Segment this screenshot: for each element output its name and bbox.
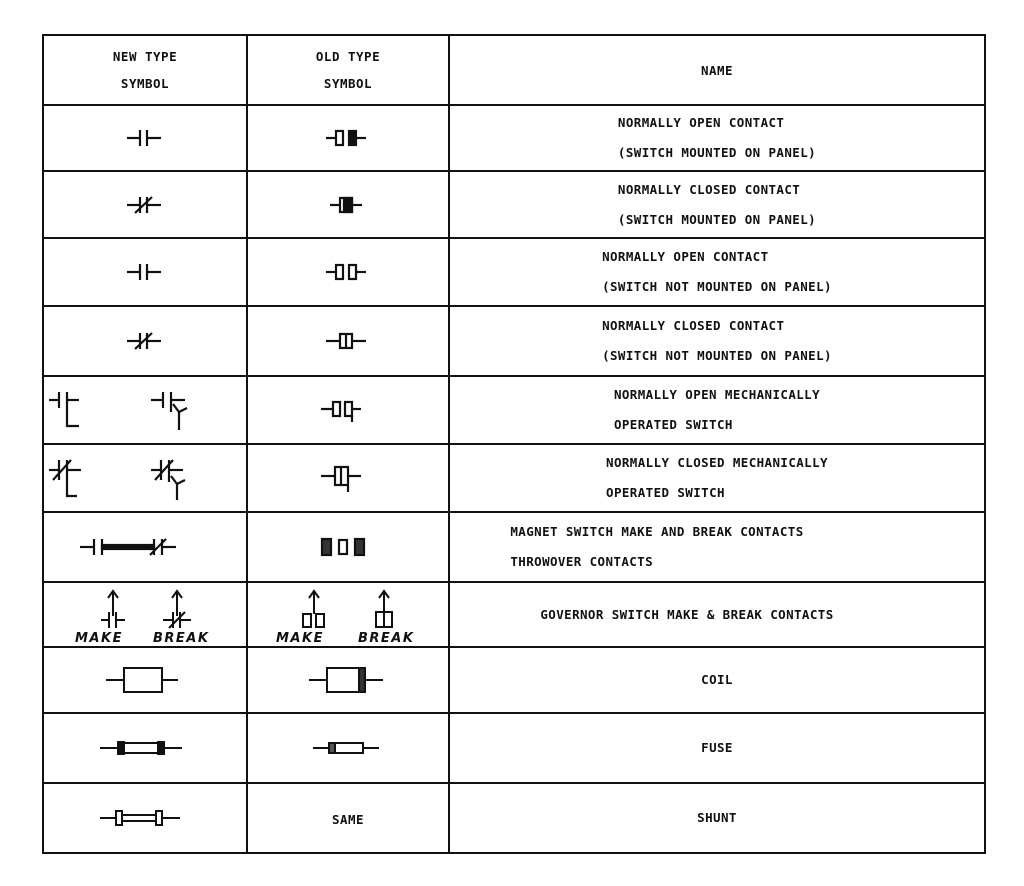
no-mech-switch-symbol — [45, 382, 245, 438]
old-symbol-no-contact-remote — [247, 238, 449, 306]
table-header-row — [43, 35, 985, 105]
table-row — [43, 444, 985, 512]
old-throwover-symbol — [308, 535, 388, 559]
name-line1: MAGNET SWITCH MAKE AND BREAK CONTACTS — [510, 524, 804, 539]
old-fuse-symbol — [293, 736, 403, 760]
header-new-type-line1: NEW TYPE — [112, 49, 178, 64]
name-line2: (SWITCH MOUNTED ON PANEL) — [617, 211, 817, 227]
old-no-contact-remote-symbol — [308, 260, 388, 284]
name-cell — [449, 582, 985, 647]
coil-symbol — [90, 663, 200, 697]
name-cell — [449, 238, 985, 306]
name-line1: SHUNT — [697, 810, 737, 825]
new-symbol-nc-contact-remote — [43, 306, 247, 376]
make-label: MAKE — [276, 630, 324, 646]
old-nc-contact-remote-symbol — [308, 329, 388, 353]
old-nc-mech-switch-symbol — [303, 461, 393, 495]
name-line1: NORMALLY CLOSED CONTACT — [602, 318, 785, 333]
name-cell — [449, 713, 985, 783]
header-name: NAME — [449, 35, 985, 105]
header-old-type-symbol — [247, 35, 449, 105]
name-cell — [449, 105, 985, 171]
new-symbol-no-contact-panel — [43, 105, 247, 171]
name-line1: NORMALLY OPEN CONTACT — [617, 115, 785, 130]
no-contact-symbol — [115, 260, 175, 284]
nc-mech-switch-symbol — [45, 450, 245, 506]
no-contact-symbol — [115, 126, 175, 150]
name-line2: THROWOVER CONTACTS — [510, 554, 654, 569]
old-no-contact-panel-symbol — [308, 126, 388, 150]
header-old-type-line1: OLD TYPE — [315, 49, 381, 64]
table-row — [43, 376, 985, 444]
name-cell — [449, 783, 985, 853]
new-symbol-shunt — [43, 783, 247, 853]
symbol-table-grid — [42, 34, 986, 854]
table-row — [43, 238, 985, 306]
new-symbol-nc-contact-panel — [43, 171, 247, 238]
name-line1: COIL — [701, 672, 733, 687]
new-symbol-nc-mech-switch — [43, 444, 247, 512]
nc-contact-symbol — [115, 193, 175, 217]
name-line1: GOVERNOR SWITCH MAKE & BREAK CONTACTS — [540, 606, 834, 622]
new-symbol-fuse — [43, 713, 247, 783]
old-nc-contact-panel-symbol — [308, 193, 388, 217]
old-symbol-shunt — [247, 783, 449, 853]
name-line2: (SWITCH NOT MOUNTED ON PANEL) — [602, 279, 832, 294]
name-line1: NORMALLY OPEN MECHANICALLY — [613, 387, 821, 402]
old-governor-switch-symbol — [248, 584, 448, 646]
new-symbol-coil — [43, 647, 247, 713]
name-line2: (SWITCH NOT MOUNTED ON PANEL) — [602, 348, 832, 363]
old-symbol-nc-contact-panel — [247, 171, 449, 238]
new-symbol-no-contact-remote — [43, 238, 247, 306]
break-label: BREAK — [153, 630, 210, 646]
old-symbol-nc-contact-remote — [247, 306, 449, 376]
old-symbol-coil — [247, 647, 449, 713]
name-line1: NORMALLY CLOSED CONTACT — [617, 181, 801, 197]
symbol-table — [42, 34, 986, 852]
old-symbol-governor — [247, 582, 449, 647]
table-row — [43, 105, 985, 171]
same-label: SAME — [331, 811, 365, 827]
throwover-contact-symbol — [70, 535, 220, 559]
old-symbol-no-contact-panel — [247, 105, 449, 171]
name-line1: FUSE — [701, 740, 733, 755]
name-line1: NORMALLY OPEN CONTACT — [602, 249, 769, 264]
old-symbol-fuse — [247, 713, 449, 783]
name-line2: (SWITCH MOUNTED ON PANEL) — [617, 145, 817, 160]
name-line2: OPERATED SWITCH — [613, 417, 733, 432]
name-cell — [449, 647, 985, 713]
break-label: BREAK — [358, 630, 415, 646]
new-symbol-throwover — [43, 512, 247, 582]
table-row — [43, 783, 985, 853]
new-symbol-governor — [43, 582, 247, 647]
old-symbol-no-mech-switch — [247, 376, 449, 444]
name-cell — [449, 444, 985, 512]
old-coil-symbol — [293, 663, 403, 697]
header-new-type-line2: SYMBOL — [120, 76, 170, 91]
fuse-symbol — [90, 736, 200, 760]
shunt-symbol — [90, 806, 200, 830]
table-row — [43, 582, 985, 647]
name-line1: NORMALLY CLOSED MECHANICALLY — [606, 455, 828, 470]
header-new-type-symbol — [43, 35, 247, 105]
old-symbol-throwover — [247, 512, 449, 582]
nc-contact-symbol — [115, 329, 175, 353]
name-line2: OPERATED SWITCH — [606, 485, 725, 500]
table-row — [43, 306, 985, 376]
name-cell — [449, 306, 985, 376]
name-cell — [449, 512, 985, 582]
table-row — [43, 713, 985, 783]
table-row — [43, 512, 985, 582]
old-symbol-nc-mech-switch — [247, 444, 449, 512]
table-row — [43, 171, 985, 238]
new-symbol-no-mech-switch — [43, 376, 247, 444]
header-old-type-line2: SYMBOL — [323, 76, 373, 91]
old-no-mech-switch-symbol — [303, 395, 393, 425]
table-row — [43, 647, 985, 713]
make-label: MAKE — [75, 630, 123, 646]
name-cell — [449, 376, 985, 444]
governor-switch-symbol — [45, 584, 245, 646]
name-cell — [449, 171, 985, 238]
